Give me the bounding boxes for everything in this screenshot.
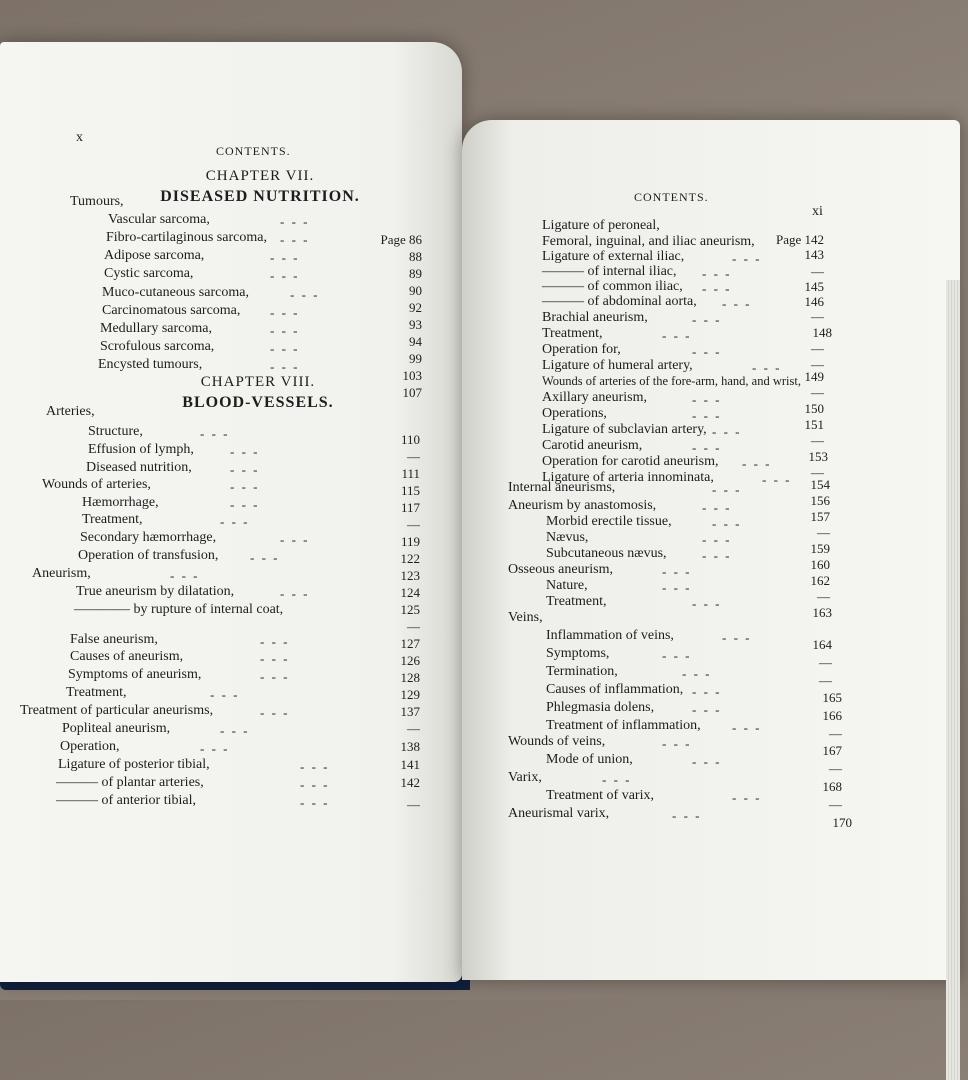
leader-dashes: - - - (270, 250, 300, 265)
toc-page-number: 156 (810, 493, 830, 508)
toc-page-number: 148 (812, 325, 832, 340)
toc-page-number: 122 (400, 551, 420, 566)
toc-page-number: — (829, 797, 842, 812)
toc-page-number: — (811, 309, 824, 324)
toc-entry-label: Hæmorrhage, (82, 495, 159, 510)
toc-page-number: 142 (400, 775, 420, 790)
toc-page-number: 149 (804, 369, 824, 384)
toc-entry-label: Fibro-cartilaginous sarcoma, (106, 230, 267, 245)
toc-entry-label: Causes of aneurism, (70, 649, 184, 664)
leader-dashes: - - - (230, 479, 260, 494)
toc-entry-label: Varix, (508, 770, 542, 785)
leader-dashes: - - - (170, 568, 200, 583)
toc-entry-label: Cystic sarcoma, (104, 266, 194, 281)
toc-page-number: — (817, 525, 830, 540)
toc-entry-label: Treatment of inflammation, (546, 718, 701, 733)
toc-page-number: 153 (808, 449, 828, 464)
toc-entry-label: Scrofulous sarcoma, (100, 339, 215, 354)
toc-page-number: — (407, 449, 420, 464)
toc-page-number: 162 (810, 573, 830, 588)
toc-entry-label: ——— of abdominal aorta, (542, 294, 697, 309)
toc-page-number: 125 (400, 602, 420, 617)
toc-page-number: 126 (400, 653, 420, 668)
toc-page-number: 94 (409, 334, 422, 349)
toc-page-number: — (811, 357, 824, 372)
toc-page-number: 154 (810, 477, 830, 492)
leader-dashes: - - - (722, 296, 752, 311)
toc-entry-label: Symptoms, (546, 646, 610, 661)
leader-dashes: - - - (732, 790, 762, 805)
toc-page-number: 99 (409, 351, 422, 366)
toc-page-number: 89 (409, 266, 422, 281)
toc-page-number: 167 (822, 743, 842, 758)
leader-dashes: - - - (742, 456, 772, 471)
toc-entry-label: ——— of internal iliac, (542, 264, 677, 279)
page-edge (946, 280, 960, 1080)
leader-dashes: - - - (692, 754, 722, 769)
toc-page-number: 146 (804, 294, 824, 309)
toc-entry-label: Nature, (546, 578, 588, 593)
leader-dashes: - - - (762, 472, 792, 487)
toc-entry-label: Subcutaneous nævus, (546, 546, 667, 561)
toc-entry-label: Ligature of humeral artery, (542, 358, 693, 373)
toc-page-number: 127 (400, 636, 420, 651)
toc-page-number: — (407, 517, 420, 532)
toc-entry-label: ——— of anterior tibial, (56, 793, 196, 808)
chapter-title: CHAPTER VIII. (200, 374, 316, 390)
toc-entry-label: Diseased nutrition, (86, 460, 192, 475)
leader-dashes: - - - (200, 426, 230, 441)
toc-page-number: 128 (400, 670, 420, 685)
toc-page-number: 88 (409, 249, 422, 264)
leader-dashes: - - - (662, 328, 692, 343)
toc-entry-label: ——— of common iliac, (542, 279, 683, 294)
toc-page-number: — (407, 619, 420, 634)
leader-dashes: - - - (662, 564, 692, 579)
leader-dashes: - - - (702, 548, 732, 563)
leader-dashes: - - - (230, 497, 260, 512)
toc-entry-label: Operation for carotid aneurism, (542, 454, 719, 469)
toc-page-number: — (407, 721, 420, 736)
toc-page-number: 124 (400, 585, 420, 600)
toc-entry-label: Inflammation of veins, (546, 628, 674, 643)
toc-entry-label: Ligature of posterior tibial, (58, 757, 210, 772)
running-header: CONTENTS. (634, 190, 709, 204)
toc-page-number: — (829, 726, 842, 741)
toc-entry-label: Ligature of peroneal, (542, 218, 660, 233)
toc-entry-label: False aneurism, (70, 632, 158, 647)
leader-dashes: - - - (692, 596, 722, 611)
leader-dashes: - - - (692, 312, 722, 327)
leader-dashes: - - - (662, 736, 692, 751)
toc-page-number: 138 (400, 739, 420, 754)
leader-dashes: - - - (662, 648, 692, 663)
toc-page-number: 90 (409, 283, 422, 298)
toc-entry-label: Tumours, (70, 194, 124, 209)
leader-dashes: - - - (672, 808, 702, 823)
leader-dashes: - - - (692, 702, 722, 717)
toc-page-number: 164 (812, 637, 832, 652)
toc-page-number: 157 (810, 509, 830, 524)
toc-page-number: 123 (400, 568, 420, 583)
leader-dashes: - - - (692, 684, 722, 699)
toc-entry-label: Veins, (508, 610, 543, 625)
toc-page-number: — (811, 264, 824, 279)
toc-page-number: 166 (822, 708, 842, 723)
right-page (462, 120, 960, 980)
toc-page-number: — (817, 589, 830, 604)
toc-entry-label: Ligature of external iliac, (542, 249, 685, 264)
chapter-title: CHAPTER VII. (205, 168, 315, 184)
leader-dashes: - - - (692, 440, 722, 455)
leader-dashes: - - - (230, 444, 260, 459)
toc-entry-label: Medullary sarcoma, (100, 321, 212, 336)
toc-entry-label: Phlegmasia dolens, (546, 700, 655, 715)
toc-entry-label: Effusion of lymph, (88, 442, 194, 457)
toc-entry-label: Wounds of arteries, (42, 477, 151, 492)
leader-dashes: - - - (290, 287, 320, 302)
toc-page-number: — (819, 655, 832, 670)
toc-page-number: — (811, 465, 824, 480)
leader-dashes: - - - (270, 305, 300, 320)
leader-dashes: - - - (260, 634, 290, 649)
leader-dashes: - - - (692, 408, 722, 423)
toc-entry-label: Encysted tumours, (98, 357, 203, 372)
toc-page-number: 170 (832, 815, 852, 830)
toc-page-number: 145 (804, 279, 824, 294)
leader-dashes: - - - (300, 795, 330, 810)
toc-page-number: 143 (804, 247, 824, 262)
toc-page-number: 117 (400, 500, 420, 515)
toc-page-number: — (811, 433, 824, 448)
toc-page-number: Page 142 (775, 232, 824, 247)
leader-dashes: - - - (752, 360, 782, 375)
toc-page-number: 115 (400, 483, 420, 498)
toc-page-number: 111 (401, 466, 420, 481)
toc-page-number: 110 (400, 432, 420, 447)
toc-entry-label: Structure, (88, 424, 143, 439)
toc-entry-label: Popliteal aneurism, (62, 721, 171, 736)
leader-dashes: - - - (732, 720, 762, 735)
leader-dashes: - - - (702, 500, 732, 515)
toc-entry-label: Nævus, (546, 530, 589, 545)
toc-entry-label: Vascular sarcoma, (108, 212, 210, 227)
toc-page-number: 150 (804, 401, 824, 416)
toc-page-number: — (407, 797, 420, 812)
toc-page-number: Page 86 (380, 232, 422, 247)
leader-dashes: - - - (260, 705, 290, 720)
toc-entry-label: Causes of inflammation, (546, 682, 684, 697)
toc-entry-label: Termination, (546, 664, 618, 679)
toc-entry-label: True aneurism by dilatation, (76, 584, 235, 599)
toc-entry-label: Carotid aneurism, (542, 438, 643, 453)
toc-entry-label: ———— by rupture of internal coat, (74, 602, 284, 617)
leader-dashes: - - - (732, 251, 762, 266)
leader-dashes: - - - (280, 232, 310, 247)
toc-entry-label: Ligature of subclavian artery, (542, 422, 707, 437)
toc-page-number: 93 (409, 317, 422, 332)
toc-entry-label: Femoral, inguinal, and iliac aneurism, (542, 234, 755, 249)
leader-dashes: - - - (280, 586, 310, 601)
leader-dashes: - - - (270, 341, 300, 356)
leader-dashes: - - - (270, 359, 300, 374)
toc-page-number: 119 (400, 534, 420, 549)
toc-entry-label: Aneurism by anastomosis, (508, 498, 657, 513)
toc-page-number: 159 (810, 541, 830, 556)
leader-dashes: - - - (602, 772, 632, 787)
toc-page-number: — (811, 385, 824, 400)
toc-entry-label: Treatment of varix, (546, 788, 654, 803)
toc-entry-label: Treatment, (82, 512, 143, 527)
toc-entry-label: Secondary hæmorrhage, (80, 530, 217, 545)
toc-page-number: — (811, 341, 824, 356)
leader-dashes: - - - (250, 550, 280, 565)
toc-entry-label: Osseous aneurism, (508, 562, 613, 577)
toc-entry-label: Operation of transfusion, (78, 548, 219, 563)
toc-entry-label: Brachial aneurism, (542, 310, 648, 325)
toc-entry-label: Wounds of veins, (508, 734, 606, 749)
leader-dashes: - - - (260, 669, 290, 684)
toc-entry-label: Ligature of arteria innominata, (542, 470, 714, 485)
leader-dashes: - - - (280, 532, 310, 547)
toc-entry-label: Symptoms of aneurism, (68, 667, 202, 682)
running-header: CONTENTS. (216, 144, 291, 158)
toc-entry-label: Muco-cutaneous sarcoma, (102, 285, 249, 300)
leader-dashes: - - - (210, 687, 240, 702)
toc-entry-label: Treatment, (66, 685, 127, 700)
toc-page-number: 141 (400, 757, 420, 772)
leader-dashes: - - - (722, 630, 752, 645)
leader-dashes: - - - (712, 424, 742, 439)
toc-entry-label: Carcinomatous sarcoma, (102, 303, 241, 318)
chapter-subtitle: BLOOD-VESSELS. (182, 394, 334, 411)
toc-entry-label: Morbid erectile tissue, (546, 514, 672, 529)
toc-page-number: 92 (409, 300, 422, 315)
toc-entry-label: Treatment of particular aneurisms, (20, 703, 214, 718)
leader-dashes: - - - (662, 580, 692, 595)
toc-page-number: 137 (400, 704, 420, 719)
leader-dashes: - - - (702, 532, 732, 547)
leader-dashes: - - - (280, 214, 310, 229)
toc-entry-label: Treatment, (546, 594, 607, 609)
toc-entry-label: Aneurism, (32, 566, 91, 581)
leader-dashes: - - - (230, 462, 260, 477)
toc-entry-label: Arteries, (46, 404, 95, 419)
page-number: xi (812, 204, 823, 219)
leader-dashes: - - - (682, 666, 712, 681)
toc-entry-label: Wounds of arteries of the fore-arm, hand, and wrist, (542, 374, 801, 388)
leader-dashes: - - - (260, 651, 290, 666)
leader-dashes: - - - (270, 323, 300, 338)
leader-dashes: - - - (702, 281, 732, 296)
toc-page-number: 103 (402, 368, 422, 383)
toc-entry-label: Internal aneurisms, (508, 480, 616, 495)
leader-dashes: - - - (220, 514, 250, 529)
toc-page-number: 165 (822, 690, 842, 705)
leader-dashes: - - - (220, 723, 250, 738)
toc-page-number: — (819, 673, 832, 688)
chapter-subtitle: DISEASED NUTRITION. (160, 188, 360, 205)
leader-dashes: - - - (712, 482, 742, 497)
toc-entry-label: Axillary aneurism, (542, 390, 647, 405)
toc-page-number: 168 (822, 779, 842, 794)
toc-entry-label: ——— of plantar arteries, (56, 775, 204, 790)
leader-dashes: - - - (270, 268, 300, 283)
toc-page-number: — (829, 761, 842, 776)
left-page (0, 42, 462, 982)
toc-entry-label: Operation, (60, 739, 120, 754)
toc-entry-label: Treatment, (542, 326, 603, 341)
toc-page-number: 151 (804, 417, 824, 432)
leader-dashes: - - - (692, 392, 722, 407)
toc-page-number: 160 (810, 557, 830, 572)
toc-entry-label: Operation for, (542, 342, 621, 357)
leader-dashes: - - - (702, 266, 732, 281)
leader-dashes: - - - (200, 741, 230, 756)
toc-page-number: 129 (400, 687, 420, 702)
leader-dashes: - - - (692, 344, 722, 359)
leader-dashes: - - - (712, 516, 742, 531)
toc-entry-label: Operations, (542, 406, 607, 421)
toc-page-number: 107 (402, 385, 422, 400)
leader-dashes: - - - (300, 777, 330, 792)
leader-dashes: - - - (300, 759, 330, 774)
toc-entry-label: Adipose sarcoma, (104, 248, 205, 263)
toc-entry-label: Mode of union, (546, 752, 633, 767)
toc-page-number: 163 (812, 605, 832, 620)
page-number: x (76, 130, 83, 145)
toc-entry-label: Aneurismal varix, (508, 806, 610, 821)
